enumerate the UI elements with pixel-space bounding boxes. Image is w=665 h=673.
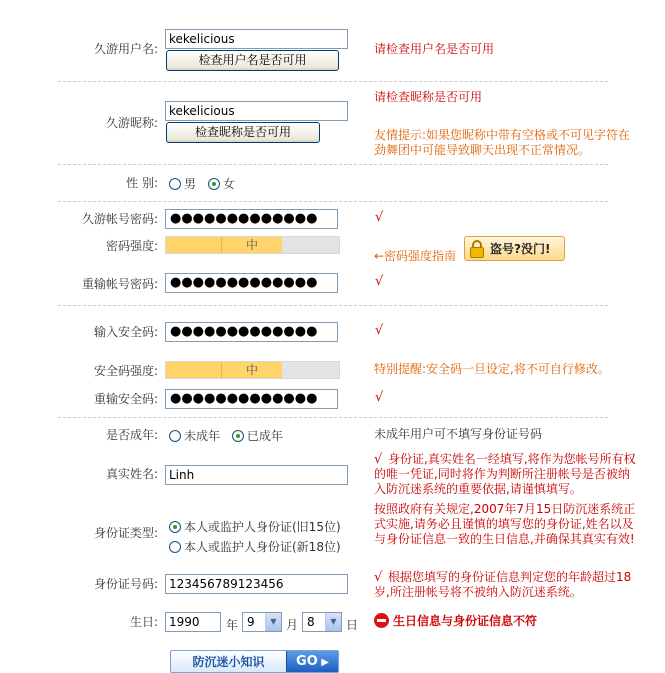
gender-label: 性 别: [126, 176, 158, 190]
divider [58, 417, 608, 418]
birthday-day-value: 8 [307, 615, 315, 629]
username-hint: 请检查用户名是否可用 [374, 42, 495, 56]
check-mark-icon: √ [375, 390, 384, 405]
security-confirm-input[interactable]: ●●●●●●●●●●●●● [165, 389, 338, 409]
radio-button[interactable] [169, 178, 181, 190]
security-code-note: 特别提醒:安全码一旦设定,将不可自行修改。 [374, 362, 610, 376]
divider [58, 305, 608, 306]
password-strength-meter [165, 236, 340, 254]
birthday-month-value: 9 [247, 615, 255, 629]
password-confirm-input[interactable]: ●●●●●●●●●●●●● [165, 273, 338, 293]
divider [58, 201, 608, 202]
security-confirm-label: 重输安全码: [93, 392, 158, 406]
adult-radio-group [169, 429, 283, 443]
strength-segment-medium: 中 [222, 362, 282, 378]
arrow-right-icon: ▶ [317, 657, 329, 668]
day-unit: 日 [346, 618, 359, 632]
nickname-tip: 友情提示:如果您昵称中带有空格或不可见字符在劲舞团中可能导致聊天出现不正常情况。 [374, 128, 631, 157]
divider [58, 164, 608, 165]
birthday-day-select[interactable] [302, 612, 342, 632]
radio-button[interactable] [169, 541, 181, 553]
security-strength-meter [165, 361, 340, 379]
birthday-label: 生日: [129, 615, 158, 629]
realname-label: 真实姓名: [105, 467, 158, 481]
anti-theft-banner-text: 盗号?没门! [490, 242, 551, 256]
radio-button[interactable] [169, 430, 181, 442]
birthday-year-input[interactable]: 1990 [165, 612, 221, 632]
security-strength-label: 安全码强度: [93, 364, 158, 378]
nickname-hint: 请检查昵称是否可用 [374, 90, 483, 104]
adult-note: 未成年用户可不填写身份证号码 [374, 427, 543, 441]
month-unit: 月 [286, 618, 299, 632]
strength-segment-low [166, 237, 222, 253]
check-username-button[interactable]: 检查用户名是否可用 [166, 50, 339, 71]
gender-radio-group [169, 177, 235, 191]
radio-button-selected[interactable] [169, 521, 181, 533]
id-type-note: 按照政府有关规定,2007年7月15日防沉迷系统正式实施,请务必且谨慎的填写您的身份证,姓名以及与身份证信息一致的生日信息,并确保其真实有效! [374, 502, 636, 546]
adult-label: 是否成年: [105, 428, 158, 442]
check-nickname-button[interactable]: 检查昵称是否可用 [166, 122, 320, 143]
check-mark-icon: √ [375, 274, 384, 289]
password-strength-guide-link[interactable]: ←密码强度指南 [374, 249, 457, 263]
id-number-note: 根据您填写的身份证信息判定您的年龄超过18岁,所注册帐号将不被纳入防沉迷系统。 [374, 570, 632, 599]
realname-note: 身份证,真实姓名一经填写,将作为您帐号所有权的唯一凭证,同时将作为判断所注册帐号是否被纳入防沉迷系统的重要依据,请谨慎填写。 [374, 452, 636, 496]
nickname-input[interactable]: kekelicious [165, 101, 348, 121]
check-mark-icon: √ [375, 323, 384, 338]
nickname-label: 久游昵称: [105, 116, 158, 130]
password-label: 久游帐号密码: [81, 212, 158, 226]
adult-minor-option[interactable]: 未成年 [169, 429, 220, 443]
divider [58, 81, 608, 82]
adult-yes-option[interactable]: 已成年 [232, 429, 283, 443]
go-button[interactable]: GO ▶ [286, 651, 338, 672]
username-input[interactable]: kekelicious [165, 29, 348, 49]
error-circle-icon [374, 613, 389, 628]
anti-addiction-info-button[interactable] [170, 650, 339, 673]
radio-button-selected[interactable] [208, 178, 220, 190]
security-code-label: 输入安全码: [93, 325, 158, 339]
radio-button-selected[interactable] [232, 430, 244, 442]
chevron-down-icon[interactable]: ▼ [325, 613, 341, 631]
password-input[interactable]: ●●●●●●●●●●●●● [165, 209, 338, 229]
id-number-input[interactable]: 123456789123456 [165, 574, 348, 594]
anti-theft-banner[interactable] [464, 236, 565, 261]
realname-input[interactable]: Linh [165, 465, 348, 485]
password-confirm-label: 重输帐号密码: [81, 277, 158, 291]
id-type-old-option[interactable]: 本人或监护人身份证(旧15位) [169, 517, 341, 537]
username-label: 久游用户名: [93, 42, 158, 56]
strength-segment-low [166, 362, 222, 378]
strength-segment-high [282, 362, 339, 378]
security-code-input[interactable]: ●●●●●●●●●●●●● [165, 322, 338, 342]
id-type-label: 身份证类型: [93, 526, 158, 540]
chevron-down-icon[interactable]: ▼ [265, 613, 281, 631]
id-type-new-option[interactable]: 本人或监护人身份证(新18位) [169, 537, 341, 557]
check-mark-icon: √ [375, 210, 384, 225]
check-mark-icon: √ [374, 452, 383, 467]
anti-addiction-label: 防沉迷小知识 [192, 655, 265, 669]
birthday-month-select[interactable] [242, 612, 282, 632]
strength-segment-medium: 中 [222, 237, 282, 253]
gender-female-option[interactable]: 女 [208, 177, 235, 191]
id-number-label: 身份证号码: [93, 577, 158, 591]
year-unit: 年 [226, 618, 239, 632]
id-type-radio-group [169, 517, 341, 557]
strength-segment-high [282, 237, 339, 253]
birthday-error: 生日信息与身份证信息不符 [393, 614, 538, 628]
check-mark-icon: √ [374, 570, 383, 585]
gender-male-option[interactable]: 男 [169, 177, 196, 191]
password-strength-label: 密码强度: [105, 239, 158, 253]
lock-icon [470, 240, 484, 258]
